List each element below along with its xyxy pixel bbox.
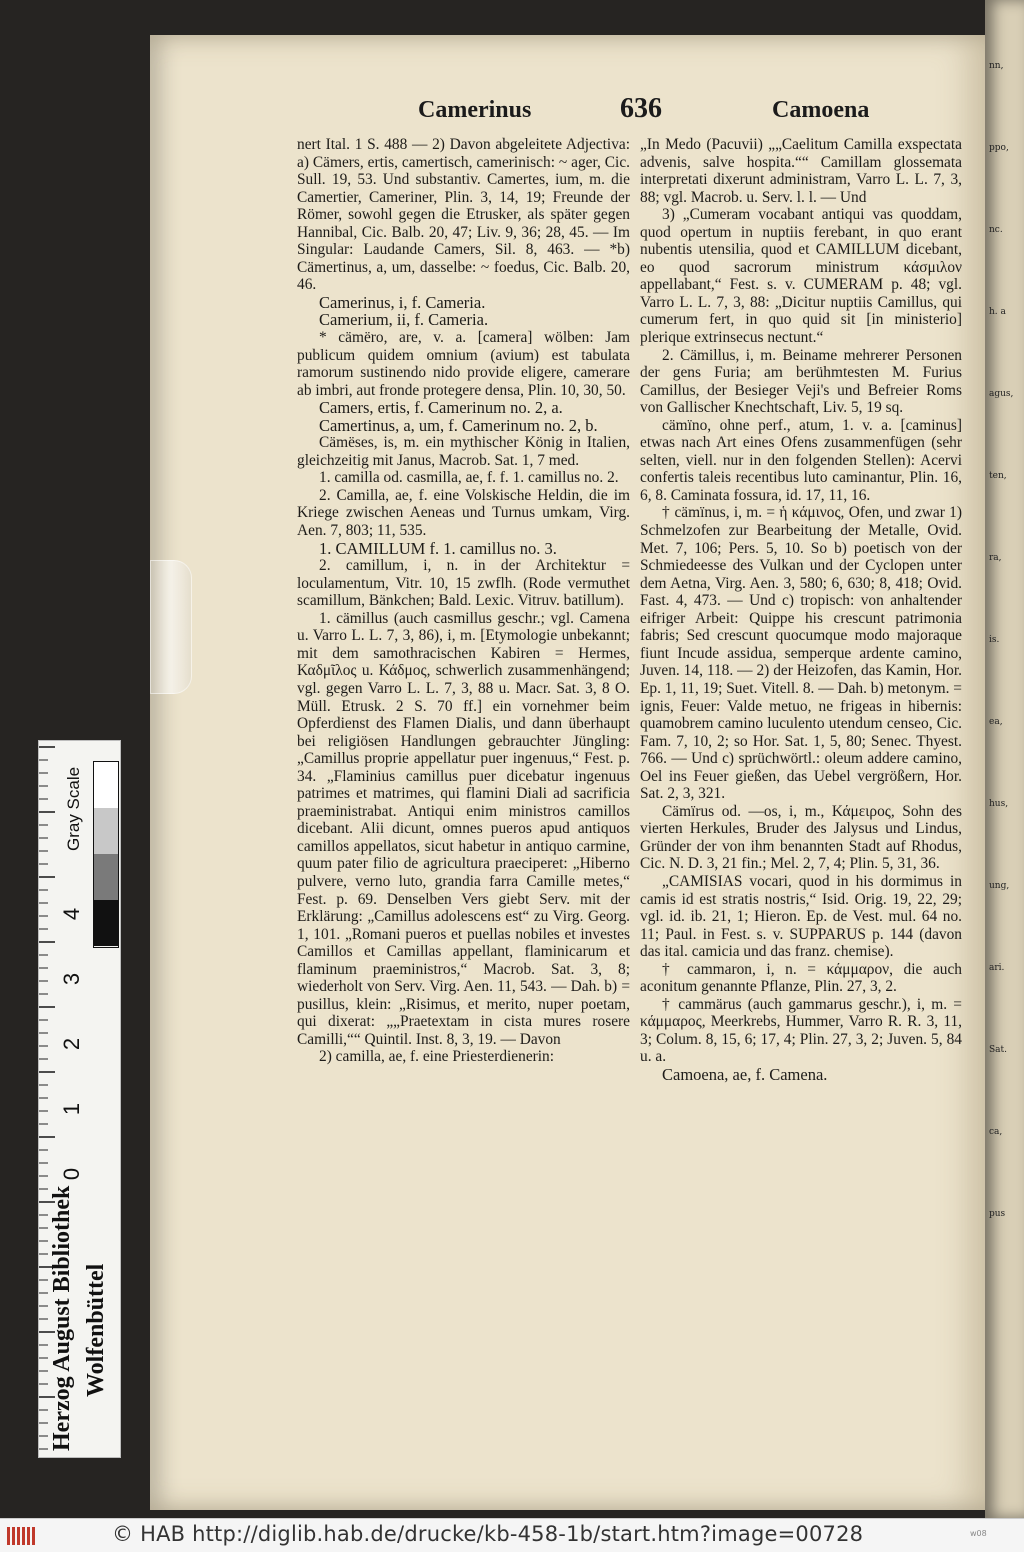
page-clip xyxy=(150,560,192,694)
entry-paragraph: 3) „Cumeram vocabant antiqui vas quoddam, quod opertum in nuptiis ferebant, in quo erant nubentis utensilia, quod et CAMILLUM dicebant, eo quod sacrorum ministrum κάσμιλον appellabant,“ Fest. s. v. CUMERAM p. 48; vgl. Varro L. L. 7, 3, 88: „Dicitur nuptiis Camillus, qui cumerum fert, in quo quid sit [in ministerio] plerique extrinsecus nectunt.“ xyxy=(640,206,962,347)
entry-paragraph: † cammärus (auch gammarus geschr.), i, m. = κάμμαρος, Meerkrebs, Hummer, Varro R. R. 3, 11, 3; Colum. 8, 15, 6; 17, 4; Plin. 27, 3, 2; Juven. 5, 84 u. a. xyxy=(640,995,962,1066)
adjacent-text-fragment: hus, xyxy=(989,799,1009,809)
entry-paragraph: Camers, ertis, f. Camerinum no. 2, a. xyxy=(319,398,563,418)
right-column xyxy=(640,136,962,1084)
adjacent-text-fragment: is. xyxy=(989,635,1000,645)
entry-paragraph: cämïno, ohne perf., atum, 1. v. a. [caminus] etwas nach Art eines Ofens zusammenfügen (sehr selten, viell. nur in den folgenden Stellen): Acervi confertis taleis recentibus luto caminantur, Plin. 16, 6, 8. Caminata fossura, id. 17, 11, 16. xyxy=(640,416,962,504)
entry-paragraph: 1. cämillus (auch casmillus geschr.; vgl. Camena u. Varro L. L. 7, 3, 86), i, m. [Etymologie unbekannt; mit dem samothracischen Kabiren = Hermes, Καδμῖλος u. Κάδμος, schwerlich zusammenhängend; vgl. gegen Varro L. L. 7, 3, 88 u. Macr. Sat. 3, 8 O. Müll. Etrusk. 2 S. 70 ff.] ein vornehmer beim Opferdienst des Flamen Dialis, und dann überhaupt bei religiösen Handlungen gebrauchter Jüngling: „Camillus proprie appellatur puer ingenuus,“ Fest. p. 34. „Flaminius camillus puer dicebatur ingenuus patrimes et matrimes, qui flamini Diali ad sacrificia praeministrabat. Antiqui enim ministros camillos dicebant. Alii dicunt, omnes pueros apud antiquos camillos appellatos, sicut habetur in antiquo carmine, quum pater filio de agricultura praeciperet: „Hiberno pulvere, verno luto, grandia farra Camille metes,“ Fest. p. 69. Denselben Vers giebt Serv. mit der Erklärung: „Camillus adolescens est“ zu Virg. Georg. 1, 101. „Romani pueros et puellas nobiles et investes Camillos et Camillas appellant, flaminicarum et flaminum praeministros,“ Macrob. Sat. 3, 8; wiederholt von Serv. Virg. Aen. 11, 543. — Dah. b) = pusillus, klein: „Risimus, et merito, nuper poetam, qui dixerat: „„Praetextam in cista mures rosere Camilli,““ Quintil. Inst. 8, 3, 19. — Davon xyxy=(297,609,630,1048)
entry-paragraph: Cämëses, is, m. ein mythischer König in Italien, gleichzeitig mit Janus, Macrob. Sat. 1, 7 med. xyxy=(297,434,630,469)
adjacent-text-fragment: ung, xyxy=(989,881,1010,891)
gray-swatch xyxy=(94,808,118,854)
adjacent-text-fragment: ppo, xyxy=(989,143,1009,153)
adjacent-text-fragment: h. a xyxy=(989,307,1006,317)
entry-paragraph: nert Ital. 1 S. 488 — 2) Davon abgeleitete Adjectiva: a) Cämers, ertis, camertisch, camerinisch: ~ ager, Cic. Sull. 19, 53. Und substantiv. Camertes, ium, m. die Camertier, Cameriner, Plin. 3, 14, 19; Freunde der Römer, sowohl gegen die Etrusker, als später gegen Hannibal, Cic. Balb. 20, 47; Liv. 9, 36; 28, 45. — Im Singular: Laudande Camers, Sil. 8, 463. — *b) Cämertinus, a, um, dasselbe: ~ foedus, Cic. Balb. 20, 46. xyxy=(297,136,630,294)
institution-name: Herzog August Bibliothek xyxy=(49,1185,75,1451)
adjacent-text-fragment: nn, xyxy=(989,61,1004,71)
adjacent-text-fragment: ea, xyxy=(989,717,1003,727)
entry-paragraph: Cämïrus od. —os, i, m., Κάμειρος, Sohn des vierten Herkules, Bruder des Jalysus und Lindus, Gründer der von ihm benannten Stadt auf Rhodus, Cic. N. D. 3, 21 fin.; Mel. 2, 7, 4; Plin. 5, 31, 36. xyxy=(640,802,962,873)
entry-paragraph: Camoena, ae, f. Camena. xyxy=(662,1064,828,1084)
page-number: 636 xyxy=(620,93,662,124)
book-page xyxy=(150,35,985,1510)
entry-paragraph: Camerium, ii, f. Cameria. xyxy=(319,310,489,330)
entry-paragraph: 2) camilla, ae, f. eine Priesterdienerin: xyxy=(319,1048,555,1066)
gray-scale-ruler xyxy=(38,740,121,1458)
entry-paragraph: 2. camillum, i, n. in der Architektur = loculamentum, Vitr. 10, 15 zwflh. (Rode vermuthet scamillum, Bänkchen; Bald. Lexic. Vitruv. batillum). xyxy=(297,557,630,610)
header-right-catchword: Camoena xyxy=(772,97,870,123)
adjacent-text-fragment: pus xyxy=(989,1209,1006,1219)
entry-paragraph: † cämïnus, i, m. = ἡ κάμινος, Ofen, und zwar 1) Schmelzofen zur Bearbeitung der Metalle, Ovid. Met. 7, 106; Pers. 5, 10. So b) poetisch von der Schmiedeesse des Vulkan und der Cyclopen unter dem Aetna, Virg. Aen. 3, 580; 6, 630; 8, 418; Ovid. Fast. 4, 473. — Und c) tropisch: von anhaltender eifriger Arbeit: Quippe his crescunt patrimonia fabris; Sed crescunt quocumque modo majoraque fiunt Incude assidua, semperque ardente camino, Juven. 14, 118. — 2) der Heizofen, das Kamin, Hor. Ep. 1, 11, 19; Suet. Vitell. 8. — Dah. b) metonym. = ignis, Feuer: Valde metuo, ne frigeas in hibernis: quamobrem camino luculento utendum censeo, Cic. Fam. 7, 10, 2; so Hor. Sat. 1, 5, 80; Senec. Thyest. 766. — Und c) sprüchwörtl.: oleum addere camino, Oel ins Feuer gießen, das Uebel vergrößern, Hor. Sat. 2, 3, 321. xyxy=(640,504,962,803)
adjacent-text-fragment: ca, xyxy=(989,1127,1003,1137)
institution-city: Wolfenbüttel xyxy=(83,1263,109,1397)
gray-swatch xyxy=(94,900,118,946)
gray-swatch xyxy=(94,854,118,900)
adjacent-text-fragment: Sat. xyxy=(989,1045,1008,1055)
entry-paragraph: 2. Camilla, ae, f. eine Volskische Heldin, die im Kriege zwischen Aeneas und Turnus umkam, Virg. Aen. 7, 803; 11, 535. xyxy=(297,486,630,540)
footer-mini-label: w08 xyxy=(970,1529,987,1538)
gray-swatches xyxy=(93,761,119,948)
hab-logo-icon xyxy=(6,1525,36,1547)
entry-paragraph: * cämëro, are, v. a. [camera] wölben: Jam publicum quidem omnium (avium) est tabulata ramorum sustinendo nido provide eligere, camerare ab imbri, aut fronde protegere densa, Plin. 10, 30, 50. xyxy=(297,329,630,399)
entry-paragraph: Camertinus, a, um, f. Camerinum no. 2, b. xyxy=(319,415,598,435)
entry-paragraph: 2. Cämillus, i, m. Beiname mehrerer Personen der gens Furia; am berühmtesten M. Furius Camillus, der Besieger Veji's und Befreier Roms von Gallischer Knechtschaft, Liv. 5, 19 sq. xyxy=(640,346,962,417)
entry-paragraph: 1. camilla od. casmilla, ae, f. f. 1. camillus no. 2. xyxy=(319,469,619,487)
adjacent-text-fragment: ten, xyxy=(989,471,1007,481)
adjacent-text-fragment: agus, xyxy=(989,389,1014,399)
entry-paragraph: † cammaron, i, n. = κάμμαρον, die auch aconitum genannte Pflanze, Plin. 27, 3, 2. xyxy=(640,960,962,996)
header-left-catchword: Camerinus xyxy=(418,97,532,123)
ruler-number: 2 xyxy=(59,1037,84,1051)
ruler-number: 1 xyxy=(59,1102,84,1116)
adjacent-page-edge xyxy=(985,0,1024,1518)
institution-label xyxy=(49,1061,117,1451)
ruler-number: 4 xyxy=(59,907,84,921)
page-header xyxy=(150,93,985,133)
footer-bar xyxy=(0,1518,1024,1552)
gray-swatch xyxy=(94,762,118,808)
entry-paragraph: Camerinus, i, f. Cameria. xyxy=(319,292,486,312)
gray-scale-title: Gray Scale xyxy=(64,766,83,851)
adjacent-text-fragment: ra, xyxy=(989,553,1002,563)
ruler-number: 0 xyxy=(59,1167,84,1181)
left-column xyxy=(297,136,630,1066)
entry-paragraph: 1. CAMILLUM f. 1. camillus no. 3. xyxy=(319,538,557,558)
footer-copyright-link[interactable]: © HAB http://diglib.hab.de/drucke/kb-458-1b/start.htm?image=00728 xyxy=(112,1522,864,1546)
entry-paragraph: „In Medo (Pacuvii) „„Caelitum Camilla exspectata advenis, salve hospita.““ Camillam glossemata interpretati dixerunt administram, Varro L. L. 7, 3, 88; vgl. Macrob. u. Serv. l. l. — Und xyxy=(640,136,962,206)
adjacent-text-fragment: ari. xyxy=(989,963,1005,973)
adjacent-text-fragment: nc. xyxy=(989,225,1003,235)
entry-paragraph: „CAMISIAS vocari, quod in his dormimus in camis id est stratis nostris,“ Isid. Orig. 19, 22, 29; vgl. id. ib. 21, 1; Hieron. Ep. de Vest. mul. 64 no. 11; Paul. in Fest. s. v. SUPPARUS p. 144 (davon das ital. camicia und das franz. chemise). xyxy=(640,872,962,961)
ruler-number: 3 xyxy=(59,972,84,986)
